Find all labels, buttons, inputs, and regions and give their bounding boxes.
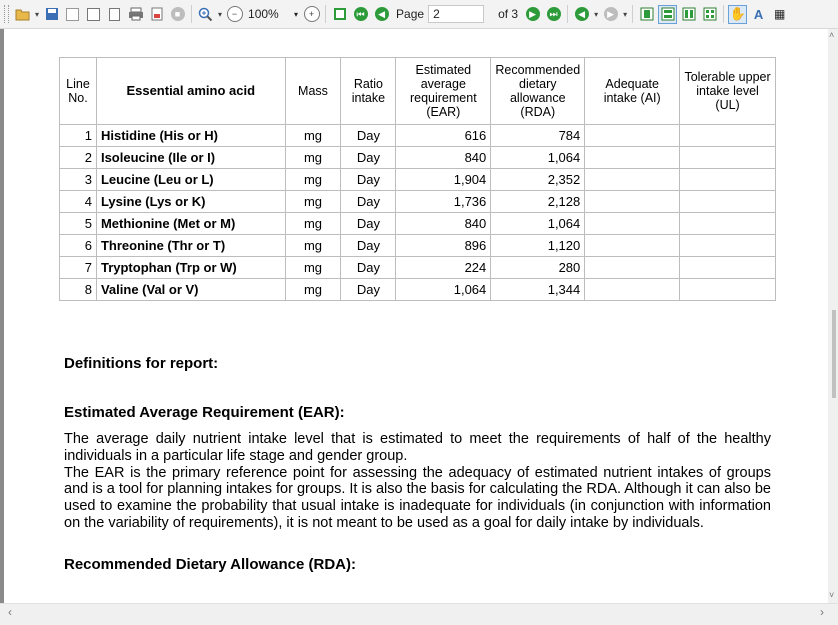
cell-ear: 896 [396,235,491,257]
header-ratio: Ratio intake [341,58,396,125]
table-row [60,191,776,213]
copy-icon[interactable] [63,5,82,24]
cell-line-no: 4 [60,191,97,213]
page-number-input[interactable]: 2 [428,5,484,23]
table-row [60,279,776,301]
previous-page-icon[interactable]: ◀ [372,5,391,24]
ear-paragraph: The EAR is the primary reference point for assessing the adequacy of estimated nutrient intakes of groups and is a tool for planning intakes for groups. It is also the basis for calculating the RDA. Although it can also be used to examine the probability that usual intake is inadequate for individuals (in conjunction with information on the variability of requirements), it is not meant to be used as a goal for daily intake by individuals. [64,464,771,531]
forward-icon[interactable]: ▶ [601,5,620,24]
zoom-select[interactable] [245,5,301,23]
cell-mass: mg [285,235,341,257]
new-page-icon[interactable] [105,5,124,24]
report-viewer-toolbar [0,0,838,29]
hand-tool-icon[interactable]: ✋ [728,5,747,24]
cell-ai [585,169,680,191]
forward-dropdown-icon[interactable]: ▾ [623,9,628,19]
toolbar-separator [191,5,192,23]
rda-heading: Recommended Dietary Allowance (RDA): [64,556,357,573]
cell-ear: 840 [396,147,491,169]
cell-mass: mg [285,147,341,169]
table-row [60,213,776,235]
multiple-pages-icon[interactable] [700,5,719,24]
zoom-plus-icon[interactable]: + [302,5,321,24]
table-row [60,169,776,191]
header-amino-acid: Essential amino acid [96,58,285,125]
header-ul: Tolerable upper intake level (UL) [680,58,776,125]
cell-ul [680,125,776,147]
scroll-right-icon[interactable]: › [820,605,824,619]
cell-ul [680,257,776,279]
toolbar-separator [723,5,724,23]
toolbar-separator [632,5,633,23]
cell-line-no: 2 [60,147,97,169]
cell-line-no: 6 [60,235,97,257]
definitions-heading: Definitions for report: [64,355,219,372]
ear-definition [64,431,771,532]
cell-mass: mg [285,279,341,301]
zoom-out-icon[interactable]: − [225,5,244,24]
cell-ear: 616 [396,125,491,147]
scroll-left-icon[interactable]: ‹ [8,605,12,619]
cell-ratio: Day [341,169,396,191]
cell-rda: 784 [491,125,585,147]
cell-ratio: Day [341,279,396,301]
cell-amino-acid: Tryptophan (Trp or W) [96,257,285,279]
cell-mass: mg [285,257,341,279]
cell-ai [585,213,680,235]
header-mass: Mass [285,58,341,125]
document-map-icon[interactable] [330,5,349,24]
cell-ul [680,235,776,257]
first-page-icon[interactable]: ⏮ [351,5,370,24]
cell-rda: 1,064 [491,147,585,169]
back-dropdown-icon[interactable]: ▾ [594,9,599,19]
cell-ear: 224 [396,257,491,279]
cell-mass: mg [285,213,341,235]
cell-rda: 1,120 [491,235,585,257]
cell-ul [680,213,776,235]
horizontal-scrollbar[interactable] [0,603,838,625]
cell-rda: 2,352 [491,169,585,191]
continuous-view-icon[interactable] [658,5,677,24]
cell-mass: mg [285,169,341,191]
report-page [4,29,828,603]
header-ear: Estimated average requirement (EAR) [396,58,491,125]
cell-ai [585,257,680,279]
ear-paragraph: The average daily nutrient intake level that is estimated to meet the requirements of half of the healthy individuals in a particular life stage and gender group. [64,431,771,464]
cell-ratio: Day [341,191,396,213]
cell-ai [585,279,680,301]
page-navigator [396,5,484,23]
cell-line-no: 1 [60,125,97,147]
cell-amino-acid: Methionine (Met or M) [96,213,285,235]
cell-ai [585,235,680,257]
cell-line-no: 8 [60,279,97,301]
ear-heading: Estimated Average Requirement (EAR): [64,404,345,421]
cell-line-no: 3 [60,169,97,191]
page-setup-icon[interactable] [84,5,103,24]
facing-pages-icon[interactable] [679,5,698,24]
cell-amino-acid: Lysine (Lys or K) [96,191,285,213]
print-icon[interactable] [126,5,145,24]
stop-icon[interactable]: ■ [168,5,187,24]
toolbar-grip[interactable] [4,5,9,23]
zoom-in-icon[interactable] [196,5,215,24]
toolbar-separator [567,5,568,23]
cell-line-no: 5 [60,213,97,235]
report-viewport[interactable] [0,29,828,603]
cell-rda: 2,128 [491,191,585,213]
header-rda: Recommended dietary allowance (RDA) [491,58,585,125]
cell-mass: mg [285,191,341,213]
cell-ear: 1,064 [396,279,491,301]
cell-ul [680,191,776,213]
table-row [60,125,776,147]
back-icon[interactable]: ◀ [572,5,591,24]
table-row [60,257,776,279]
cell-rda: 1,064 [491,213,585,235]
export-icon[interactable] [147,5,166,24]
last-page-icon[interactable]: ⏭ [544,5,563,24]
next-page-icon[interactable]: ▶ [523,5,542,24]
table-row [60,235,776,257]
cell-ratio: Day [341,257,396,279]
toolbar-separator [325,5,326,23]
zoom-dropdown-icon[interactable]: ▾ [218,9,223,19]
table-row [60,147,776,169]
open-dropdown-icon[interactable]: ▾ [35,9,40,19]
cell-rda: 1,344 [491,279,585,301]
cell-ai [585,147,680,169]
cell-ai [585,191,680,213]
save-icon[interactable] [42,5,61,24]
cell-ul [680,147,776,169]
cell-amino-acid: Histidine (His or H) [96,125,285,147]
chevron-down-icon: ▾ [294,9,299,19]
cell-ratio: Day [341,235,396,257]
zoom-value: 100% [248,7,279,21]
text-select-icon[interactable]: A [753,6,764,22]
cell-line-no: 7 [60,257,97,279]
cell-ear: 1,904 [396,169,491,191]
cell-ratio: Day [341,125,396,147]
scroll-down-icon[interactable]: ˅ [829,590,835,600]
cell-ear: 840 [396,213,491,235]
cell-ul [680,169,776,191]
header-ai: Adequate intake (AI) [585,58,680,125]
cell-rda: 280 [491,257,585,279]
cell-ear: 1,736 [396,191,491,213]
cell-mass: mg [285,125,341,147]
amino-acid-table [59,57,776,301]
overflow-icon[interactable]: ▦ [773,7,786,21]
cell-amino-acid: Isoleucine (Ile or I) [96,147,285,169]
table-header-row [60,58,776,125]
vertical-scroll-thumb[interactable] [832,310,836,398]
cell-amino-acid: Leucine (Leu or L) [96,169,285,191]
cell-ai [585,125,680,147]
page-label: Page [396,7,425,21]
header-line-no: Line No. [60,58,97,125]
cell-ratio: Day [341,213,396,235]
cell-ratio: Day [341,147,396,169]
cell-ul [680,279,776,301]
cell-amino-acid: Valine (Val or V) [96,279,285,301]
open-folder-icon[interactable] [13,5,32,24]
scroll-up-icon[interactable]: ˄ [829,30,835,40]
single-page-view-icon[interactable] [637,5,656,24]
cell-amino-acid: Threonine (Thr or T) [96,235,285,257]
page-count: of 3 [498,7,519,21]
